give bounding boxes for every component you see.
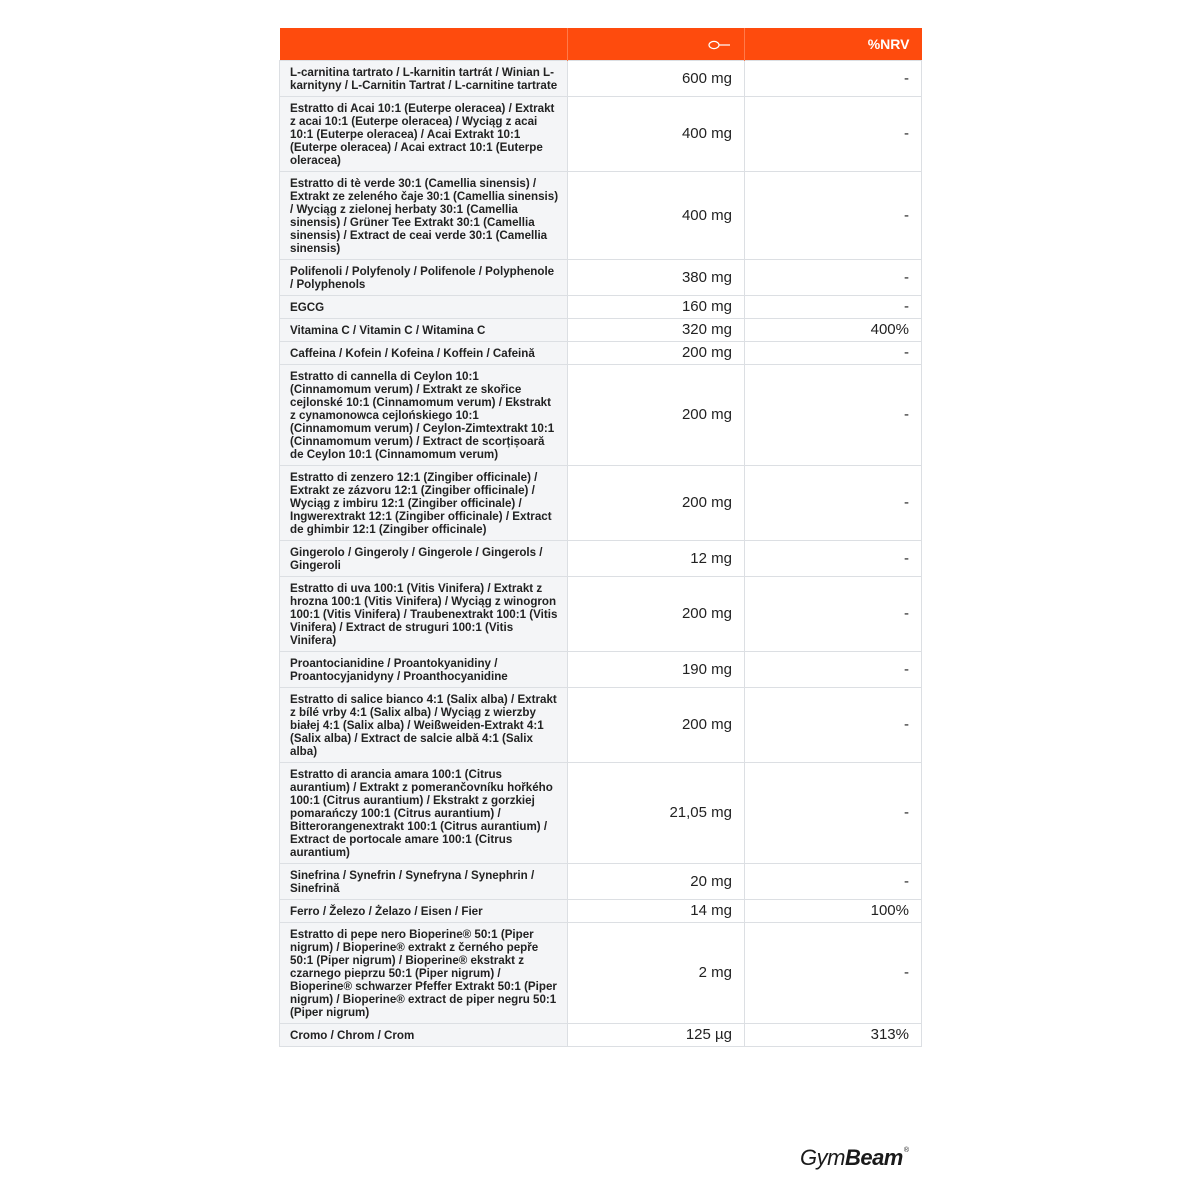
table-row — [280, 863, 922, 899]
table-row — [280, 922, 922, 1023]
ingredient-nrv: - — [745, 863, 922, 899]
table-row — [280, 259, 922, 295]
ingredient-name: EGCG — [280, 295, 568, 318]
ingredient-nrv: - — [745, 576, 922, 651]
ingredient-amount: 160 mg — [568, 295, 745, 318]
table-row — [280, 171, 922, 259]
table-row — [280, 341, 922, 364]
ingredient-nrv: - — [745, 465, 922, 540]
ingredient-amount: 14 mg — [568, 899, 745, 922]
ingredient-name: Ferro / Železo / Żelazo / Eisen / Fier — [280, 899, 568, 922]
table-row — [280, 899, 922, 922]
ingredient-name: Vitamina C / Vitamin C / Witamina C — [280, 318, 568, 341]
ingredient-nrv: - — [745, 922, 922, 1023]
ingredient-amount: 21,05 mg — [568, 762, 745, 863]
ingredient-amount: 200 mg — [568, 364, 745, 465]
ingredient-nrv: - — [745, 60, 922, 96]
nutrition-table — [279, 28, 922, 1047]
ingredient-name: Cromo / Chrom / Crom — [280, 1023, 568, 1046]
table-row — [280, 576, 922, 651]
ingredient-name: Estratto di uva 100:1 (Vitis Vinifera) / Extrakt z hrozna 100:1 (Vitis Vinifera) / Wyciąg z winogron 100:1 (Vitis Vinifera) / Traubenextrakt 100:1 (Vitis Vinifera) / Extract de struguri 100:1 (Vitis Vinifera) — [280, 576, 568, 651]
ingredient-nrv: - — [745, 96, 922, 171]
ingredient-amount: 600 mg — [568, 60, 745, 96]
ingredient-amount: 400 mg — [568, 171, 745, 259]
ingredient-name: Proantocianidine / Proantokyanidiny / Proantocyjanidyny / Proanthocyanidine — [280, 651, 568, 687]
ingredient-name: Estratto di salice bianco 4:1 (Salix alba) / Extrakt z bílé vrby 4:1 (Salix alba) / Wyciąg z wierzby białej 4:1 (Salix alba) / Weißweiden-Extrakt 4:1 (Salix alba) / Extract de salcie albă 4:1 (Salix alba) — [280, 687, 568, 762]
ingredient-nrv: - — [745, 651, 922, 687]
table-row — [280, 295, 922, 318]
ingredient-name: Caffeina / Kofein / Kofeina / Koffein / Cafeină — [280, 341, 568, 364]
ingredient-nrv: 313% — [745, 1023, 922, 1046]
ingredient-name: Estratto di pepe nero Bioperine® 50:1 (Piper nigrum) / Bioperine® extrakt z černého pepře 50:1 (Piper nigrum) / Bioperine® ekstrakt z czarnego pieprzu 50:1 (Piper nigrum) / Bioperine® schwarzer Pfeffer Extrakt 50:1 (Piper nigrum) / Bioperine® extract de piper negru 50:1 (Piper nigrum) — [280, 922, 568, 1023]
table-row — [280, 364, 922, 465]
ingredient-name: Estratto di Acai 10:1 (Euterpe oleracea) / Extrakt z acai 10:1 (Euterpe oleracea) / Wyciąg z acai 10:1 (Euterpe oleracea) / Acai Extrakt 10:1 (Euterpe oleracea) / Acai extract 10:1 (Euterpe oleracea) — [280, 96, 568, 171]
ingredient-amount: 200 mg — [568, 687, 745, 762]
logo-text-gym: Gym — [800, 1145, 845, 1170]
table-body — [280, 60, 922, 1046]
logo-registered-mark: ® — [903, 1147, 909, 1154]
ingredient-nrv: - — [745, 364, 922, 465]
ingredient-nrv: - — [745, 295, 922, 318]
table-row — [280, 651, 922, 687]
ingredient-amount: 400 mg — [568, 96, 745, 171]
header-ingredient — [280, 28, 568, 60]
ingredient-name: Polifenoli / Polyfenoly / Polifenole / Polyphenole / Polyphenols — [280, 259, 568, 295]
ingredient-name: Estratto di zenzero 12:1 (Zingiber officinale) / Extrakt ze zázvoru 12:1 (Zingiber officinale) / Wyciąg z imbiru 12:1 (Zingiber officinale) / Ingwerextrakt 12:1 (Zingiber officinale) / Extract de ghimbir 12:1 (Zingiber officinale) — [280, 465, 568, 540]
ingredient-name: Sinefrina / Synefrin / Synefryna / Synephrin / Sinefrină — [280, 863, 568, 899]
ingredient-amount: 200 mg — [568, 341, 745, 364]
ingredient-nrv: - — [745, 259, 922, 295]
ingredient-name: Estratto di tè verde 30:1 (Camellia sinensis) / Extrakt ze zeleného čaje 30:1 (Camellia sinensis) / Wyciąg z zielonej herbaty 30:1 (Camellia sinensis) / Grüner Tee Extrakt 30:1 (Camellia sinensis) / Extract de ceai verde 30:1 (Camellia sinensis) — [280, 171, 568, 259]
ingredient-name: L-carnitina tartrato / L-karnitin tartrát / Winian L-karnityny / L-Carnitin Tartrat / L-carnitine tartrate — [280, 60, 568, 96]
ingredient-name: Gingerolo / Gingeroly / Gingerole / Gingerols / Gingeroli — [280, 540, 568, 576]
ingredient-amount: 320 mg — [568, 318, 745, 341]
ingredient-amount: 190 mg — [568, 651, 745, 687]
ingredient-nrv: - — [745, 341, 922, 364]
table-row — [280, 96, 922, 171]
table-row — [280, 687, 922, 762]
ingredient-name: Estratto di arancia amara 100:1 (Citrus aurantium) / Extrakt z pomerančovníku hořkého 100:1 (Citrus aurantium) / Ekstrakt z gorzkiej pomarańczy 100:1 (Citrus aurantium) / Bitterorangenextrakt 100:1 (Citrus aurantium) / Extract de portocale amare 100:1 (Citrus aurantium) — [280, 762, 568, 863]
scoop-icon — [708, 39, 732, 51]
table-row — [280, 60, 922, 96]
ingredient-amount: 12 mg — [568, 540, 745, 576]
header-nrv: %NRV — [745, 28, 922, 60]
table-header-row — [280, 28, 922, 60]
ingredient-nrv: - — [745, 540, 922, 576]
header-per-serving — [568, 28, 745, 60]
ingredient-amount: 2 mg — [568, 922, 745, 1023]
ingredient-name: Estratto di cannella di Ceylon 10:1 (Cinnamomum verum) / Extrakt ze skořice cejlonské 10:1 (Cinnamomum verum) / Ekstrakt z cynamonowca cejlońskiego 10:1 (Cinnamomum verum) / Ceylon-Zimtextrakt 10:1 (Cinnamomum verum) / Extract de scorțișoară de Ceylon 10:1 (Cinnamomum verum) — [280, 364, 568, 465]
table-row — [280, 465, 922, 540]
table-row — [280, 1023, 922, 1046]
ingredient-nrv: 400% — [745, 318, 922, 341]
ingredient-nrv: - — [745, 687, 922, 762]
ingredient-amount: 200 mg — [568, 465, 745, 540]
table-row — [280, 762, 922, 863]
ingredient-nrv: - — [745, 762, 922, 863]
table-row — [280, 318, 922, 341]
logo-text-beam: Beam — [844, 1145, 903, 1170]
ingredient-amount: 380 mg — [568, 259, 745, 295]
table-row — [280, 540, 922, 576]
gymbeam-logo — [800, 1145, 924, 1175]
ingredient-nrv: - — [745, 171, 922, 259]
ingredient-amount: 20 mg — [568, 863, 745, 899]
ingredient-nrv: 100% — [745, 899, 922, 922]
ingredient-amount: 125 µg — [568, 1023, 745, 1046]
ingredient-amount: 200 mg — [568, 576, 745, 651]
